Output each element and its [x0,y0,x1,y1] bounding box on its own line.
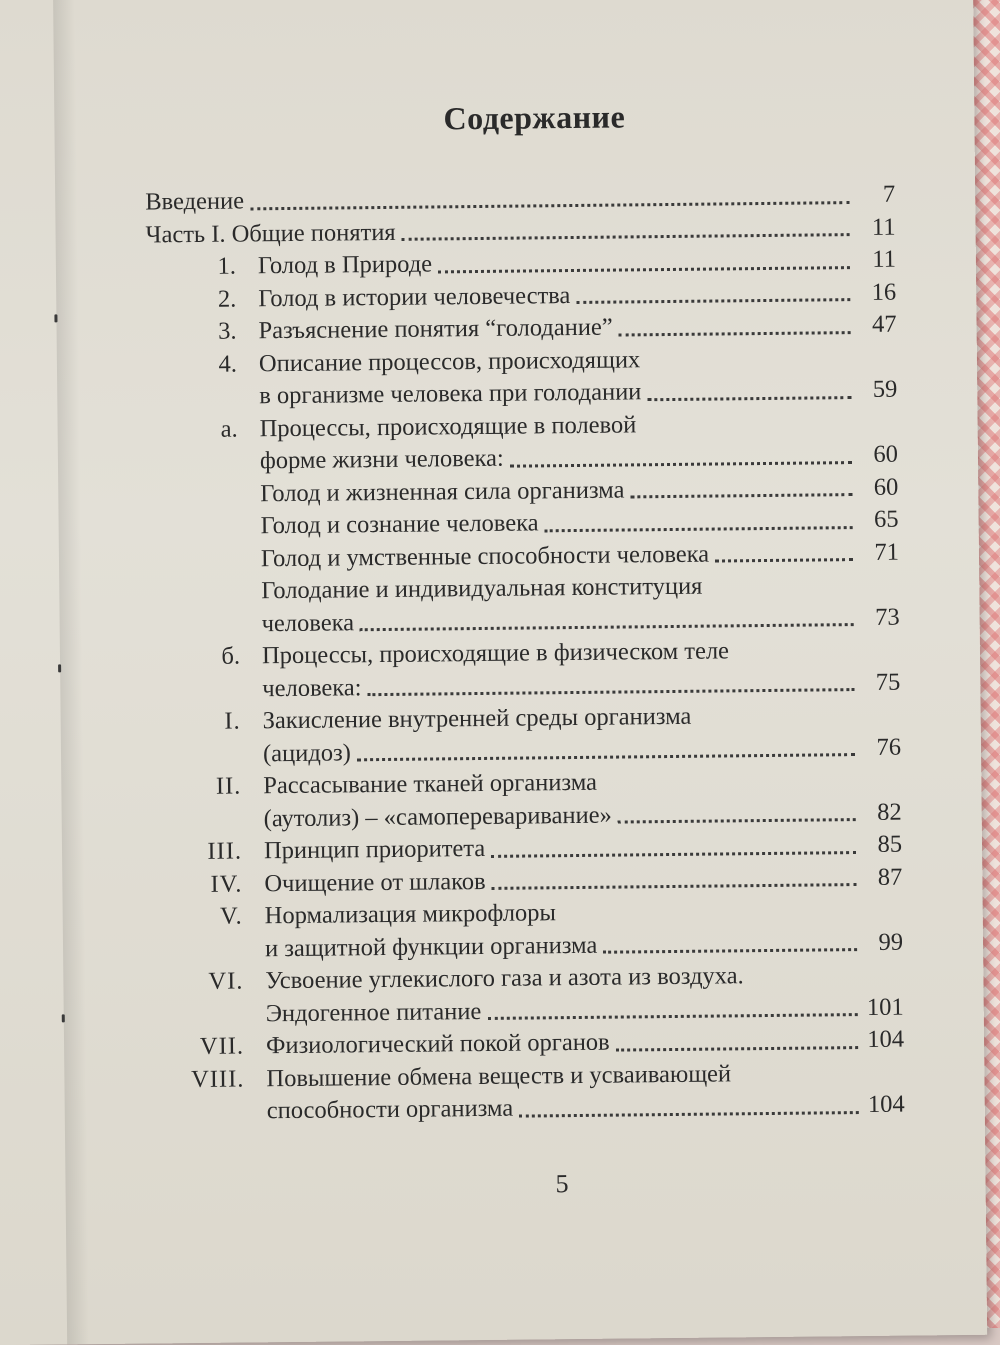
toc-entry-title: Закисление внутренней среды организма [262,702,692,735]
toc-entry-number: I. [224,707,241,735]
dot-leader [519,1110,859,1118]
toc-entry-title: Описание процессов, происходящих [258,345,641,377]
toc-entry-title: Эндогенное питание [265,997,482,1027]
toc-entry-title: Разъяснение понятия “голодание” [258,313,613,345]
dot-leader [545,525,853,532]
dot-leader [630,492,852,498]
toc-entry-page: 60 [873,440,899,468]
toc-entry-number: IV. [210,870,243,898]
toc-entry-title: Рассасывание тканей организма [263,768,598,800]
toc-entry-number: II. [215,772,242,800]
toc-entry-page: 76 [876,733,902,761]
toc-entry-title: (ацидоз) [262,738,351,767]
toc-entry-line [267,1089,905,1128]
dot-leader [618,817,856,823]
toc-entry-page: 59 [872,375,898,403]
toc-entry-title: Процессы, происходящие в физическом теле [261,637,730,670]
page-title: Содержание [443,98,626,137]
dot-leader [510,460,852,468]
toc-entry [171,764,902,837]
toc-entry-title: Процессы, происходящие в полевой [259,410,637,442]
toc-entry [167,341,898,414]
dot-leader [360,622,854,631]
dot-leader [603,947,857,954]
dot-leader [616,1045,858,1052]
toc-entry [173,894,904,967]
toc-entry-title: Нормализация микрофлоры [264,899,557,930]
toc-entry-page: 47 [871,310,897,338]
toc-entry-title: в организме человека при голодании [259,378,642,410]
binding-stitch [62,1014,65,1022]
toc-entry-title: Усвоение углекислого газа и азота из воздуха. [265,962,744,995]
toc-entry [169,569,900,642]
toc-entry-title: способности организма [266,1094,514,1125]
dot-leader [492,882,857,890]
toc-entry-number: 2. [217,285,237,313]
toc-entry [174,1056,905,1129]
toc-entry-page: 104 [867,1025,905,1053]
toc-entry-title: Очищение от шлаков [264,867,486,897]
toc-entry-title: Часть I. Общие понятия [145,218,396,248]
dot-leader [487,1012,857,1020]
toc-entry-page: 87 [877,863,903,891]
toc-entry-title: форме жизни человека: [259,444,504,475]
toc-entry-page: 104 [867,1090,905,1118]
toc-entry-number: VIII. [190,1064,245,1093]
toc-entry-number: 4. [218,350,238,378]
toc-entry-page: 73 [874,603,900,631]
toc-entry-title: человека [261,608,355,637]
dot-leader [647,395,851,401]
dot-leader [619,330,851,336]
toc-entry-body [265,894,904,966]
toc-entry-number: 3. [218,317,237,345]
toc-entry-number: III. [207,837,243,865]
toc-entry [167,406,898,479]
dot-leader [438,265,850,273]
dot-leader [357,752,855,761]
toc-entry-page: 65 [873,505,899,533]
toc-entry [170,634,901,707]
toc-entry [173,959,904,1032]
toc-entry-page: 71 [874,538,900,566]
binding-stitch [58,664,61,672]
toc-entry-title: Физиологический покой органов [265,1028,610,1060]
binding-stitch [54,314,57,322]
toc-entry-title: Голод и умственные способности человека [260,540,710,572]
toc-entry-title: Голодание и индивидуальная конституция [261,572,703,605]
toc-entry-number: VII. [199,1032,245,1060]
toc-entry-body [259,406,898,478]
toc-entry-body [263,699,902,771]
dot-leader [576,297,850,304]
toc-entry-page: 7 [882,180,896,208]
toc-entry-title: (аутолиз) – «самопереваривание» [263,801,612,832]
toc-entry-title: Повышение обмена веществ и усваивающей [266,1059,732,1092]
toc-entry-title: Голод в Природе [257,250,433,280]
toc-entry-title: человека: [262,673,362,702]
toc-entry-page: 101 [866,993,904,1021]
toc-entry-page: 16 [871,278,897,306]
table-of-contents [145,96,905,1129]
toc-entry [171,699,902,772]
toc-entry-page: 11 [872,245,897,273]
toc-list [145,179,905,1129]
toc-entry-title: Голод и сознание человека [260,509,539,540]
toc-entry-body [262,634,901,706]
dot-leader [402,232,850,241]
toc-entry-title: Введение [145,187,245,216]
toc-entry-page: 75 [875,668,901,696]
toc-entry-body [263,764,902,836]
toc-entry-title: и защитной функции организма [264,931,598,962]
toc-entry-number: V. [219,902,243,930]
page-number: 5 [555,1169,569,1199]
toc-entry-body [261,569,900,641]
toc-entry-page: 11 [871,213,896,241]
dot-leader [250,200,849,210]
toc-entry-body [266,1056,905,1128]
toc-entry-title: Голод и жизненная сила организма [260,475,625,507]
toc-entry-page: 82 [877,798,902,826]
toc-entry-title: Голод в истории человечества [258,281,571,312]
dot-leader [368,687,855,696]
toc-entry-number: 1. [217,252,237,280]
toc-entry-body [265,959,904,1031]
toc-entry-number: б. [221,642,241,670]
toc-entry-page: 99 [878,928,904,956]
toc-entry-page: 85 [877,830,903,858]
dot-leader [491,850,856,858]
toc-entry-title: Принцип приоритета [263,834,486,865]
toc-entry-number: а. [220,415,238,443]
toc-entry-page: 60 [873,473,899,501]
toc-entry-number: VI. [208,967,244,995]
toc-entry-body [259,341,898,413]
dot-leader [715,557,853,562]
